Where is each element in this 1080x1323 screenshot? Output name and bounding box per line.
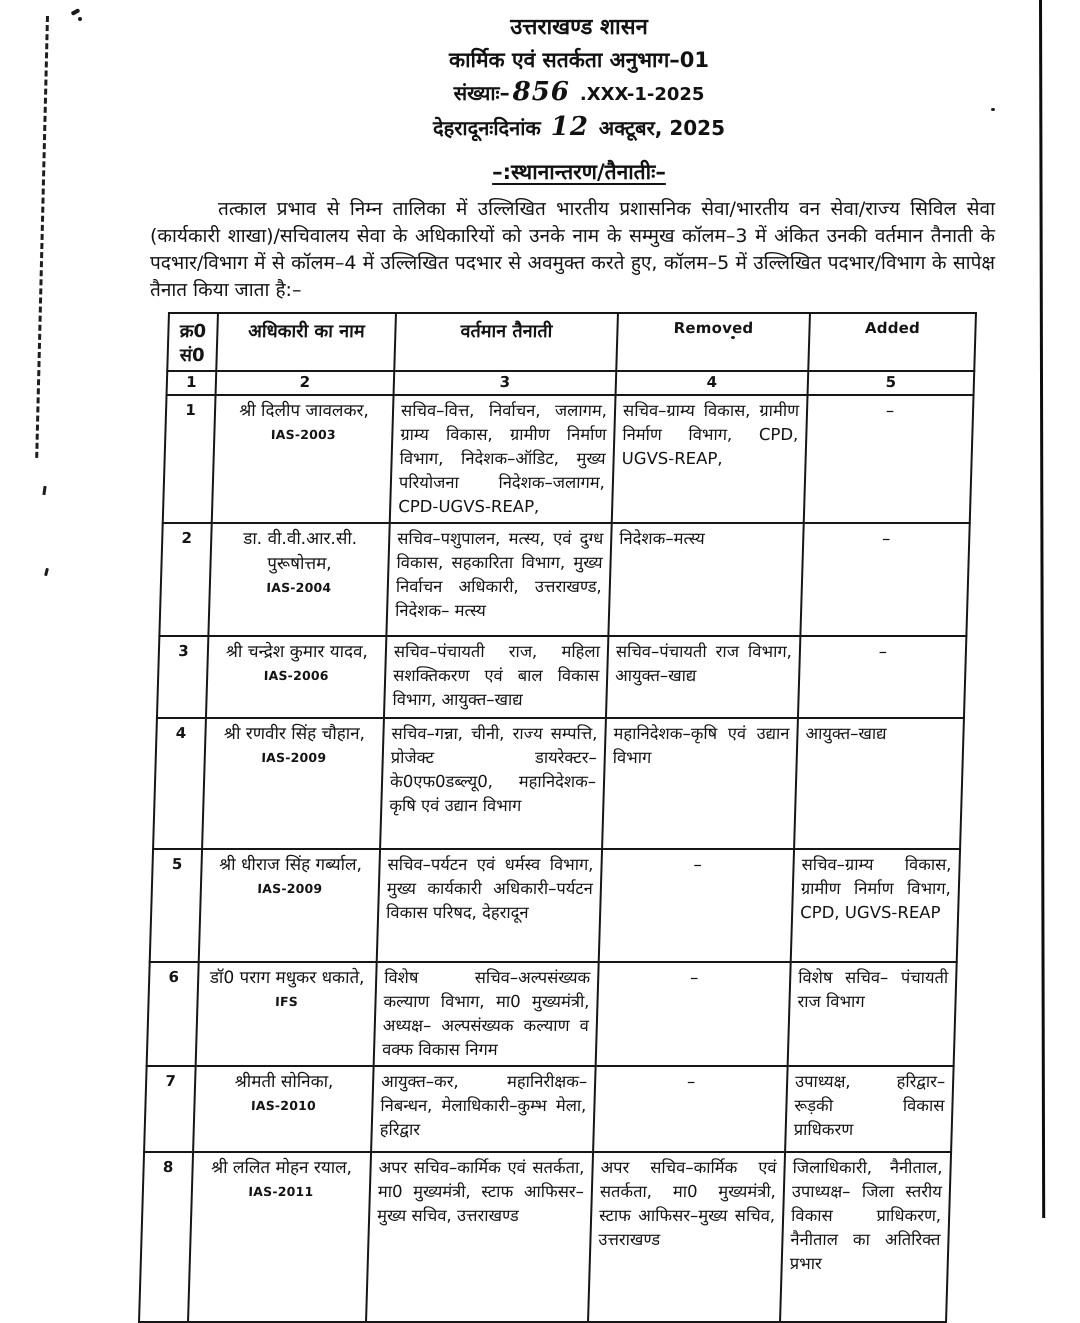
added-cell: – xyxy=(800,523,969,636)
place-date-line xyxy=(150,111,1008,144)
removed-cell: अपर सचिव–कार्मिक एवं सतर्कता, मा0 मुख्यमंत्री, स्टाफ आफिसर–मुख्य सचिव, उत्तराखण्ड xyxy=(588,1152,785,1322)
officer-cadre: IAS-2009 xyxy=(261,750,327,765)
org-title: उत्तराखण्ड शासन xyxy=(510,15,648,40)
col-header-name: अधिकारी का नाम xyxy=(216,313,396,371)
officer-cadre: IAS-2011 xyxy=(248,1184,314,1199)
current-posting-cell: अपर सचिव–कार्मिक एवं सतर्कता, मा0 मुख्यमंत्री, स्टाफ आफिसर–मुख्य सचिव, उत्तराखण्ड xyxy=(366,1152,593,1322)
table-row xyxy=(157,636,966,718)
col-header-current: वर्तमान तैनाती xyxy=(394,313,618,371)
table-row xyxy=(144,1066,954,1152)
removed-cell: निदेशक–मत्स्य xyxy=(608,523,803,636)
column-number: 5 xyxy=(808,371,975,395)
current-posting-cell: विशेष सचिव–अल्पसंख्यक कल्याण विभाग, मा0 मुख्यमंत्री, अध्यक्ष– अल्पसंख्यक कल्याण व वक्फ विकास निगम xyxy=(374,962,599,1066)
ref-number-suffix: .XXX-1-2025 xyxy=(579,84,705,105)
table-row xyxy=(150,849,960,962)
table-row xyxy=(163,395,974,523)
added-cell: उपाध्यक्ष, हरिद्वार– रूड़की विकास प्राधिकरण xyxy=(785,1066,954,1152)
current-posting-cell: सचिव–पर्यटन एवं धर्मस्व विभाग, मुख्य कार्यकारी अधिकारी–पर्यटन विकास परिषद, देहरादून xyxy=(377,849,602,962)
removed-cell: – xyxy=(593,1066,788,1152)
document-content xyxy=(150,12,1008,1323)
page-edge-line xyxy=(1039,0,1045,1218)
removed-cell: – xyxy=(599,849,794,962)
sno-cell: 5 xyxy=(150,849,202,962)
column-number: 1 xyxy=(167,371,217,395)
stray-ink-mark xyxy=(71,8,81,16)
officer-cadre: IAS-2003 xyxy=(270,427,337,442)
column-number-row xyxy=(167,371,975,395)
subject-title: –:स्थानान्तरण/तैनातीः– xyxy=(492,160,666,184)
sno-cell: 1 xyxy=(163,395,216,523)
ref-number-handwritten: 856 xyxy=(512,77,570,107)
added-cell: – xyxy=(798,636,966,718)
officer-cadre: IAS-2006 xyxy=(263,668,329,683)
officer-cell xyxy=(193,1066,374,1152)
column-number: 3 xyxy=(394,371,617,395)
added-cell: जिलाधिकारी, नैनीताल, उपाध्यक्ष– जिला स्तरीय विकास प्राधिकरण, नैनीताल का अतिरिक्त प्रभार xyxy=(780,1152,951,1322)
officer-cell xyxy=(212,395,394,523)
added-cell: सचिव–ग्राम्य विकास, ग्रामीण निर्माण विभाग, CPD, UGVS-REAP xyxy=(791,849,960,962)
added-cell: – xyxy=(804,395,974,523)
removed-cell: सचिव–पंचायती राज विभाग, आयुक्त–खाद्य xyxy=(606,636,800,718)
date-handwritten: 12 xyxy=(550,112,589,142)
ref-number-prefix: संख्याः– xyxy=(453,81,510,105)
officer-cadre: IFS xyxy=(274,994,299,1009)
officer-cadre: IAS-2010 xyxy=(250,1098,317,1113)
sno-cell: 4 xyxy=(153,718,206,849)
col-header-sno: क्र0 सं0 xyxy=(167,313,218,371)
binding-marks-line xyxy=(35,16,49,458)
table-row xyxy=(159,523,969,636)
transfer-table-wrap xyxy=(120,312,1008,1323)
officer-name: श्री चन्द्रेश कुमार यादव, xyxy=(225,642,369,662)
officer-name: श्री दिलीप जावलकर, xyxy=(238,401,370,421)
letterhead xyxy=(150,12,1008,186)
officer-cell xyxy=(199,849,380,962)
officer-cell xyxy=(208,523,389,636)
sno-cell: 7 xyxy=(144,1066,196,1152)
removed-cell: सचिव–ग्राम्य विकास, ग्रामीण निर्माण विभाग, CPD, UGVS-REAP, xyxy=(612,395,808,523)
column-number: 2 xyxy=(216,371,395,395)
current-posting-cell: सचिव–गन्ना, चीनी, राज्य सम्पत्ति, प्रोजेक्ट डायरेक्टर– के0एफ0डब्ल्यू0, महानिदेशक–कृषि एवं उद्यान विभाग xyxy=(380,718,606,849)
section-title: कार्मिक एवं सतर्कता अनुभाग–01 xyxy=(448,48,710,72)
table-body xyxy=(139,395,974,1322)
added-cell: आयुक्त–खाद्य xyxy=(794,718,964,849)
officer-name: श्री रणवीर सिंह चौहान, xyxy=(223,724,366,744)
officer-cell xyxy=(206,636,386,718)
officer-name: श्री धीराज सिंह गर्ब्याल, xyxy=(218,855,363,875)
removed-cell: महानिदेशक–कृषि एवं उद्यान विभाग xyxy=(602,718,798,849)
officer-cell xyxy=(202,718,384,849)
table-row xyxy=(147,962,957,1066)
sno-cell: 8 xyxy=(139,1152,193,1322)
officer-name: श्री ललित मोहन रयाल, xyxy=(210,1158,353,1178)
column-number: 4 xyxy=(616,371,809,395)
sno-cell: 6 xyxy=(147,962,199,1066)
col-header-added: Added xyxy=(808,313,976,371)
table-row xyxy=(153,718,964,849)
removed-cell: – xyxy=(596,962,791,1066)
col-header-removed: Removed xyxy=(616,313,810,371)
table-row xyxy=(139,1152,951,1322)
intro-paragraph: तत्काल प्रभाव से निम्न तालिका में उल्लिखित भारतीय प्रशासनिक सेवा/भारतीय वन सेवा/राज्य सिविल सेवा (कार्यकारी शाखा)/सचिवालय सेवा के अधिकारियों को उनके नाम के सम्मुख कॉलम–3 में अंकित उनकी वर्तमान तैनाती के पदभार/विभाग में से कॉलम–4 में उल्लिखित पदभार से अवमुक्त करते हुए, कॉलम–5 में उल्लिखित पदभार/विभाग के सापेक्ष तैनात किया जाता है:– xyxy=(150,198,995,301)
officer-cadre: IAS-2004 xyxy=(266,580,332,595)
current-posting-cell: सचिव–पशुपालन, मत्स्य, एवं दुग्ध विकास, सहकारिता विभाग, मुख्य निर्वाचन अधिकारी, उत्तराखण्ड, निदेशक– मत्स्य xyxy=(386,523,611,636)
officer-name: डा. वी.वी.आर.सी. पुरूषोत्तम, xyxy=(243,529,358,574)
stray-ink-mark xyxy=(78,17,82,21)
officer-name: डॉ0 पराग मधुकर धकाते, xyxy=(209,968,365,988)
place-date-prefix: देहरादूनःदिनांक xyxy=(432,116,541,140)
officer-cell xyxy=(196,962,377,1066)
ref-number-line xyxy=(150,76,1008,111)
current-posting-cell: सचिव–पंचायती राज, महिला सशक्तिकरण एवं बाल विकास विभाग, आयुक्त–खाद्य xyxy=(384,636,608,718)
officer-cell xyxy=(188,1152,371,1322)
added-cell: विशेष सचिव– पंचायती राज विभाग xyxy=(788,962,957,1066)
officer-cadre: IAS-2009 xyxy=(257,881,323,896)
stray-ink-mark xyxy=(42,486,46,495)
transfer-table xyxy=(138,312,977,1323)
date-suffix: अक्टूबर, 2025 xyxy=(598,116,726,140)
officer-name: श्रीमती सोनिका, xyxy=(234,1072,334,1092)
current-posting-cell: आयुक्त–कर, महानिरीक्षक– निबन्धन, मेलाधिकारी–कुम्भ मेला, हरिद्वार xyxy=(371,1066,596,1152)
sno-cell: 3 xyxy=(157,636,208,718)
current-posting-cell: सचिव–वित्त, निर्वाचन, जलागम, ग्राम्य विकास, ग्रामीण निर्माण विभाग, निदेशक–ऑडिट, मुख्य परियोजना निदेशक–जलागम, CPD-UGVS-REAP, xyxy=(390,395,616,523)
sno-cell: 2 xyxy=(159,523,211,636)
stray-ink-mark xyxy=(44,568,49,576)
table-header-row xyxy=(167,313,976,371)
